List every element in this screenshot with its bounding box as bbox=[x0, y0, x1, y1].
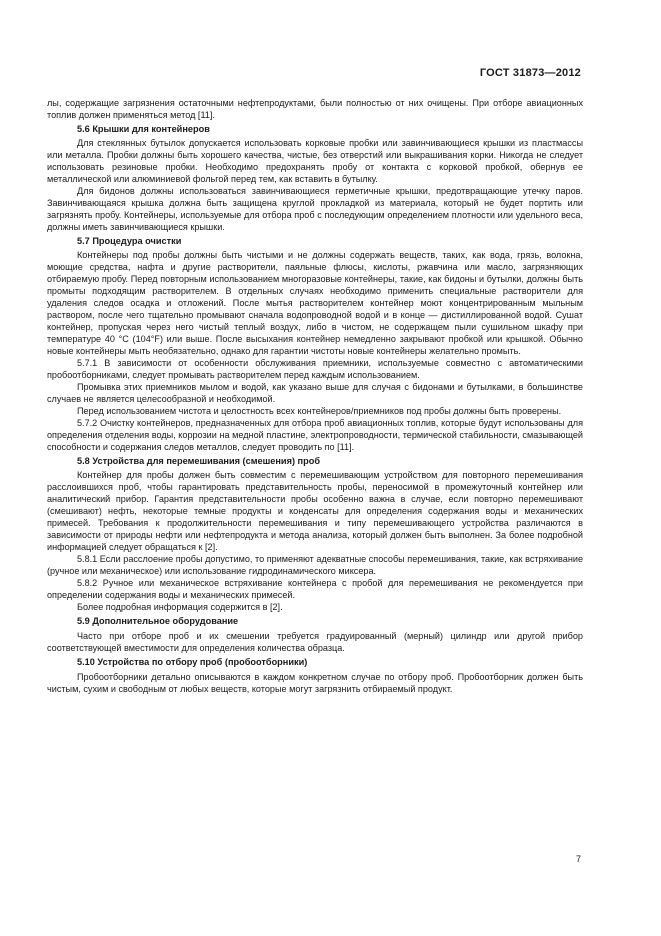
paragraph-5-7-1: 5.7.1 В зависимости от особенности обслуживания приемники, используемые совместно с автоматическими пробоотборниками, следует промывать растворителем перед каждым использованием. bbox=[47, 358, 583, 380]
paragraph-5-7-2: 5.7.2 Очистку контейнеров, предназначенных для отбора проб авиационных топлив, которые будут использованы для определения отделения воды, коррозии на медной пластине, электропроводности, термической стабильности, смазывающей способности и содержания следов металлов, следует проводить по [11]. bbox=[47, 418, 583, 452]
paragraph: Контейнеры под пробы должны быть чистыми и не должны содержать веществ, таких, как вода, грязь, волокна, моющие средства, нафта и другие растворители, паяльные флюсы, кислоты, ржавчина или масло, загрязняющих отбираемую пробу. Перед повторным использованием многоразовые контейнеры, такие, как бидоны и бутылки, должны быть промыты подходящим растворителем. В отдельных случаях необходимо применить специальные растворители для удаления следов осадка и отложений. После мытья растворителем контейнер моют концентрированным мыльным раствором, после чего тщательно промывают сначала водопроводной водой и в конце — дистиллированной водой. Сушат контейнер, пропуская через него чистый теплый воздух, либо в чистом, не содержащем пыли сушильном шкафу при температуре 40 °С (104°F) или выше. После высыхания контейнер немедленно закрывают пробкой или крышкой. Обычно новые контейнеры мыть необязательно, однако для гарантии чистоты новые контейнеры желательно промыть. bbox=[47, 250, 583, 356]
paragraph-continuation: лы, содержащие загрязнения остаточными нефтепродуктами, были полностью от них очищены. При отборе авиационных топлив должен применяться метод [11]. bbox=[47, 98, 583, 120]
paragraph: Часто при отборе проб и их смешении требуется градуированный (мерный) цилиндр или другой прибор соответствующей вместимости для определения количества образца. bbox=[47, 631, 583, 653]
paragraph-5-8-2: 5.8.2 Ручное или механическое встряхивание контейнера с пробой для перемешивания не рекомендуется при определении содержания воды и механических примесей. bbox=[47, 578, 583, 600]
page-number: 7 bbox=[575, 854, 581, 864]
page-content bbox=[47, 97, 583, 695]
paragraph: Для бидонов должны использоваться завинчивающиеся герметичные крышки, предотвращающие утечку паров. Завинчивающаяся крышка должна быть защищена круглой прокладкой из материала, который не будет портить или загрязнять пробу. Контейнеры, используемые для отбора проб с последующим определением плотности или удельного веса, должны иметь завинчивающиеся крышки. bbox=[47, 186, 583, 232]
section-heading-5-7: 5.7 Процедура очистки bbox=[77, 236, 182, 246]
paragraph: Контейнер для пробы должен быть совместим с перемешивающим устройством для повторного перемешивания расслоившихся проб, чтобы гарантировать представительность пробы, переносимой в промежуточный контейнер или аналитический прибор. Гарантия представительности пробы особенно важна в случае, если повторно перемешивают (смешивают) нефть, некоторые темные продукты и конденсаты для определения содержания воды и механических примесей. Требования к продолжительности перемешивания и типу перемешивающего устройства различаются в зависимости от природы нефти или нефтепродукта и метода анализа, который должен быть выполнен. За более подробной информацией следует обращаться к [2]. bbox=[47, 470, 583, 552]
paragraph-5-8-1: 5.8.1 Если расслоение пробы допустимо, то применяют адекватные способы перемешивания, такие, как встряхивание (ручное или механическое) или использование гидродинамического миксера. bbox=[47, 554, 583, 576]
doc-code-header: ГОСТ 31873—2012 bbox=[479, 67, 581, 79]
paragraph: Пробоотборники детально описываются в каждом конкретном случае по отбору проб. Пробоотборник должен быть чистым, сухим и свободным от любых веществ, которые могут загрязнить отбираемый продукт. bbox=[47, 672, 583, 694]
paragraph: Более подробная информация содержится в [2]. bbox=[77, 602, 283, 612]
paragraph: Перед использованием чистота и целостность всех контейнеров/приемников под пробы должны быть проверены. bbox=[77, 406, 562, 416]
section-heading-5-10: 5.10 Устройства по отбору проб (пробоотборники) bbox=[77, 657, 308, 667]
section-heading-5-9: 5.9 Дополнительное оборудование bbox=[77, 616, 239, 626]
paragraph: Для стеклянных бутылок допускается использовать корковые пробки или завинчивающиеся крышки из пластмассы или металла. Пробки должны быть хорошего качества, чистые, без отверстий или выкрашивания корки. Никогда не следует использовать резиновые пробки. Необходимо предохранять пробу от контакта с корковой пробкой, обернув ее металлической или алюминиевой фольгой перед тем, как вставить в бутылку. bbox=[47, 138, 583, 184]
section-heading-5-8: 5.8 Устройства для перемешивания (смешения) проб bbox=[77, 456, 321, 466]
paragraph: Промывка этих приемников мылом и водой, как указано выше для случая с бидонами и бутылками, в большинстве случаев не является целесообразной и необходимой. bbox=[47, 382, 583, 404]
section-heading-5-6: 5.6 Крышки для контейнеров bbox=[77, 124, 210, 134]
